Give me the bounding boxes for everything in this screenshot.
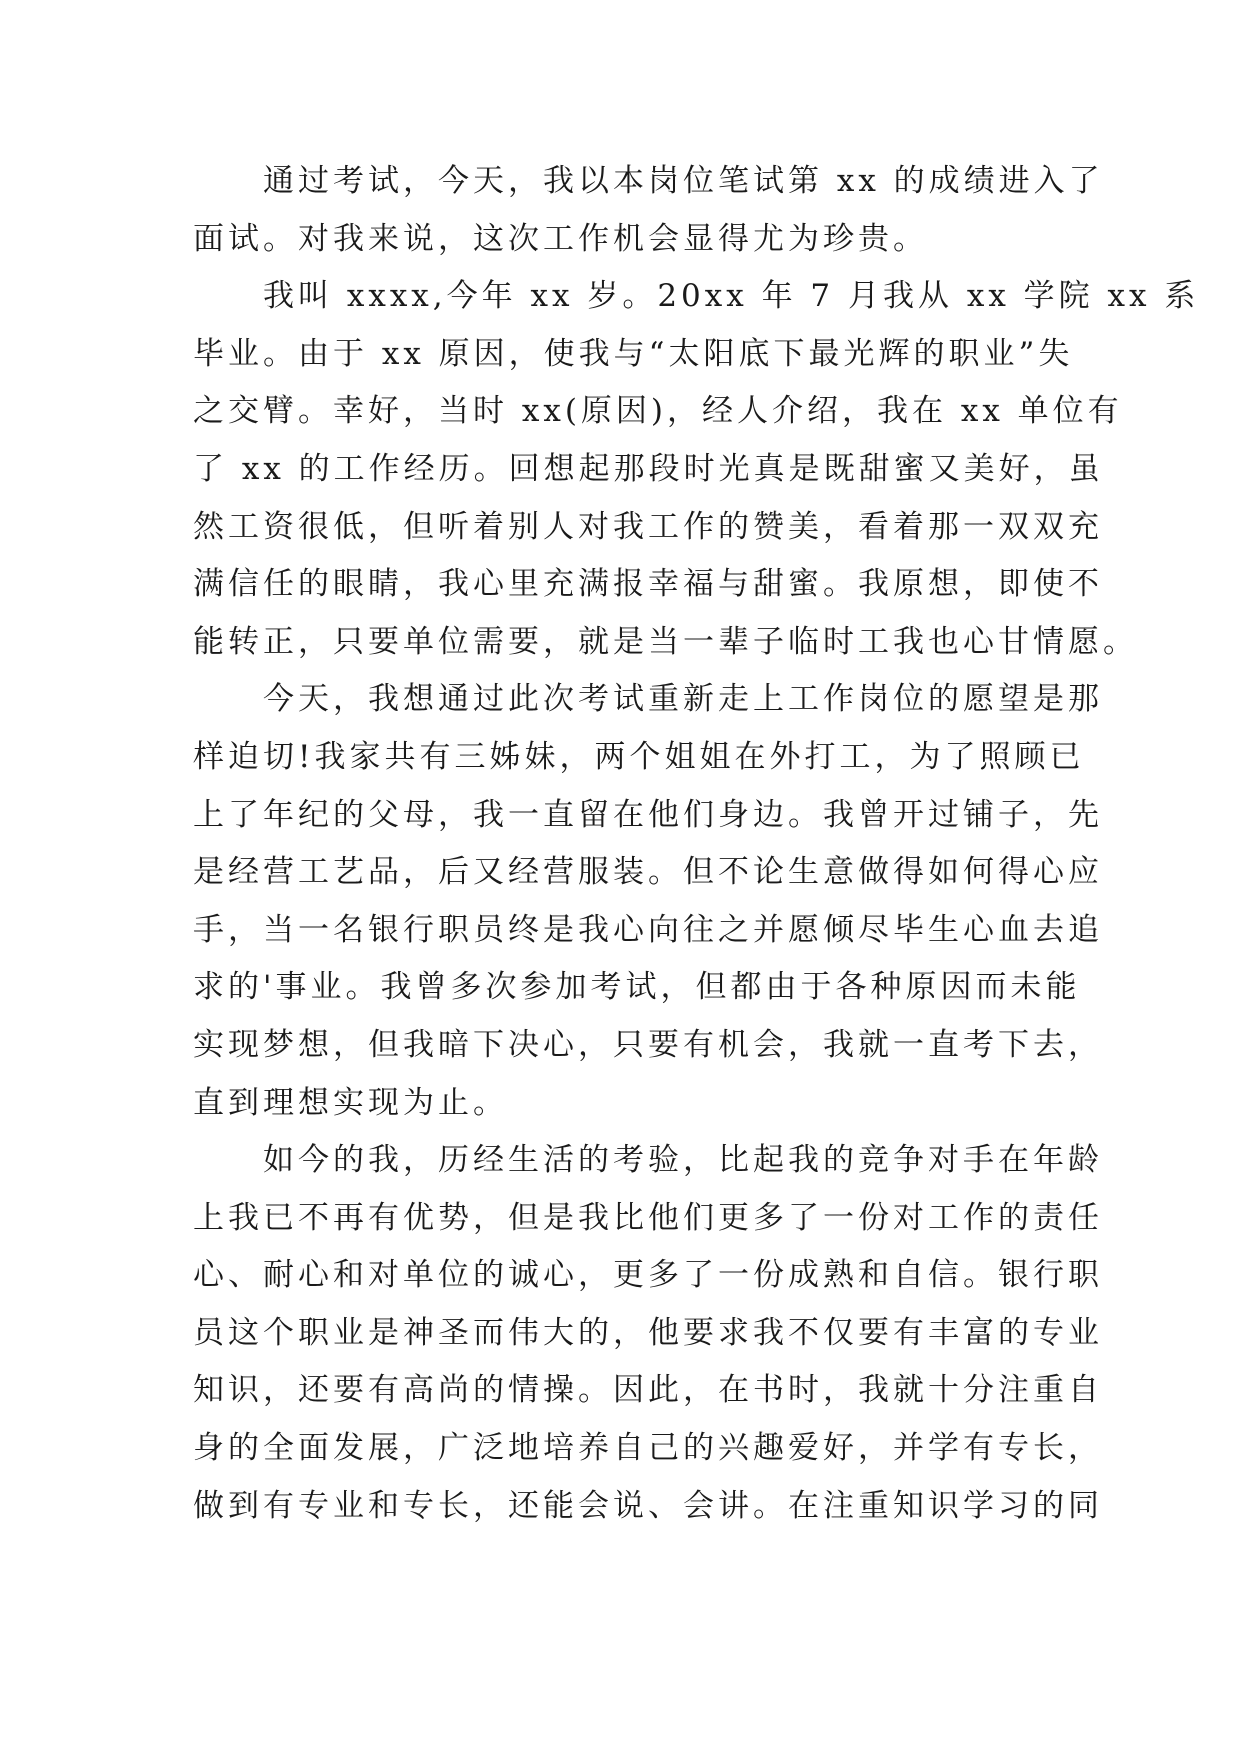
- text-line: 毕业。由于 xx 原因，使我与“太阳底下最光辉的职业”失: [193, 335, 1074, 372]
- text-line: 求的'事业。我曾多次参加考试，但都由于各种原因而未能: [193, 969, 1081, 1006]
- text-line: 如今的我，历经生活的考验，比起我的竞争对手在年龄: [193, 1142, 1103, 1179]
- text-line: 之交臂。幸好，当时 xx(原因)，经人介绍，我在 xx 单位有: [193, 393, 1123, 430]
- text-line: 然工资很低，但听着别人对我工作的赞美，看着那一双双充: [193, 508, 1103, 545]
- text-line: 直到理想实现为止。: [193, 1084, 508, 1121]
- text-line: 面试。对我来说，这次工作机会显得尤为珍贵。: [193, 220, 928, 257]
- text-line: 样迫切!我家共有三姊妹，两个姐姐在外打工，为了照顾已: [193, 738, 1085, 775]
- text-line: 上了年纪的父母，我一直留在他们身边。我曾开过铺子，先: [193, 796, 1103, 833]
- text-line: 手，当一名银行职员终是我心向往之并愿倾尽毕生心血去追: [193, 911, 1103, 948]
- text-line: 今天，我想通过此次考试重新走上工作岗位的愿望是那: [193, 681, 1103, 718]
- document-body: [193, 153, 1200, 1535]
- text-line: 身的全面发展，广泛地培养自己的兴趣爱好，并学有专长，: [193, 1430, 1103, 1467]
- text-line: 能转正，只要单位需要，就是当一辈子临时工我也心甘情愿。: [193, 623, 1138, 660]
- text-line: 满信任的眼睛，我心里充满报幸福与甜蜜。我原想，即使不: [193, 566, 1103, 603]
- text-line: 做到有专业和专长，还能会说、会讲。在注重知识学习的同: [193, 1487, 1103, 1524]
- text-line: 通过考试，今天，我以本岗位笔试第 xx 的成绩进入了: [193, 163, 1104, 199]
- text-line: 员这个职业是神圣而伟大的，他要求我不仅要有丰富的专业: [193, 1314, 1103, 1351]
- text-line: 实现梦想，但我暗下决心，只要有机会，我就一直考下去，: [193, 1026, 1103, 1063]
- text-line: 上我已不再有优势，但是我比他们更多了一份对工作的责任: [193, 1199, 1103, 1236]
- text-line: 心、耐心和对单位的诚心，更多了一份成熟和自信。银行职: [193, 1257, 1103, 1294]
- text-line: 了 xx 的工作经历。回想起那段时光真是既甜蜜又美好，虽: [193, 450, 1104, 487]
- text-line: 是经营工艺品，后又经营服装。但不论生意做得如何得心应: [193, 854, 1103, 891]
- text-line: 知识，还要有高尚的情操。因此，在书时，我就十分注重自: [193, 1372, 1103, 1409]
- text-line: 我叫 xxxx,今年 xx 岁。20xx 年 7 月我从 xx 学院 xx 系: [193, 278, 1200, 315]
